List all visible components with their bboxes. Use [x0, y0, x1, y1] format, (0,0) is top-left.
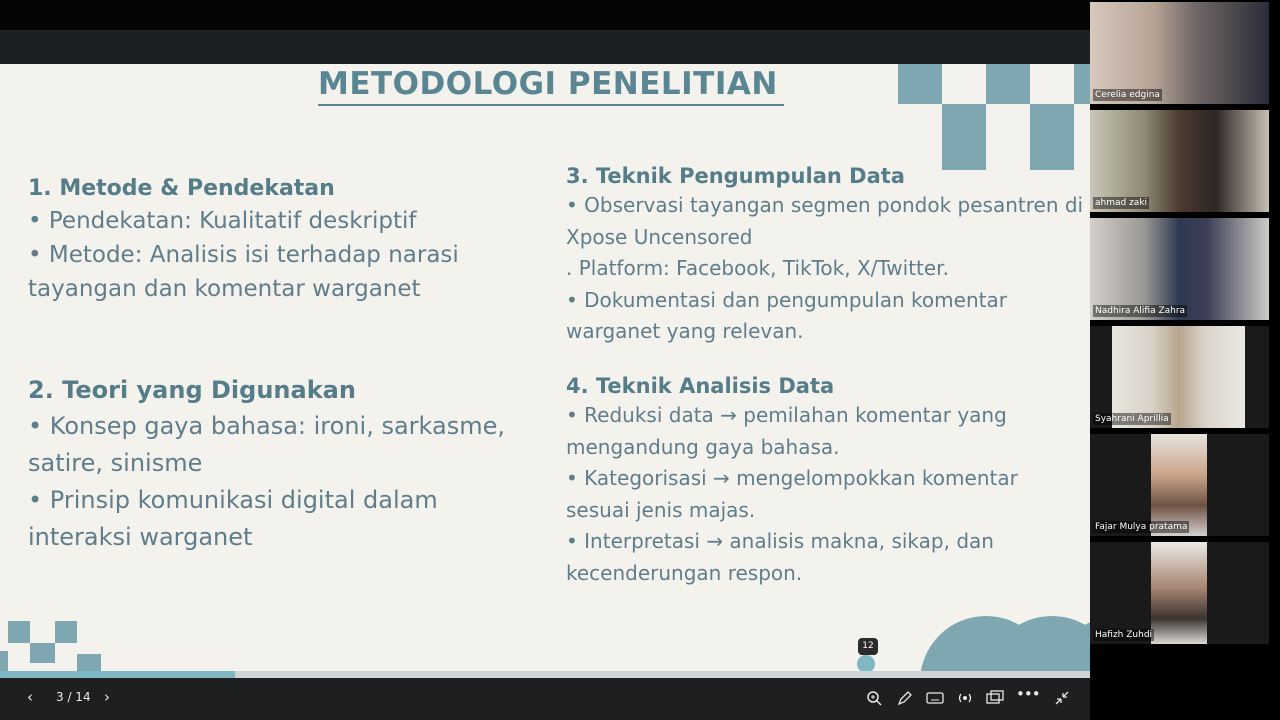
more-options-icon[interactable]: •••: [1016, 685, 1040, 703]
participant-tile[interactable]: [1090, 434, 1269, 536]
section-line: • Pendekatan: Kualitatif deskriptif: [28, 208, 417, 234]
slide-progress-fill: [0, 671, 235, 678]
slide-title: METODOLOGI PENELITIAN: [318, 66, 784, 106]
participant-video: [1151, 542, 1207, 644]
section-line: • Reduksi data → pemilahan komentar yang mengandung gaya bahasa.: [566, 403, 1007, 459]
section-heading: 1. Metode & Pendekatan: [28, 176, 335, 201]
section-line: • Prinsip komunikasi digital dalam interaksi warganet: [28, 486, 438, 551]
section-line: • Dokumentasi dan pengumpulan komentar warganet yang relevan.: [566, 287, 1007, 343]
keyboard-icon[interactable]: [926, 691, 944, 705]
decor-square: [0, 651, 8, 671]
zoom-in-icon[interactable]: [866, 690, 882, 706]
decor-square: [1030, 104, 1074, 170]
decor-square: [8, 621, 30, 643]
chevron-right-icon[interactable]: ›: [104, 688, 110, 706]
chevron-left-icon[interactable]: ‹: [27, 688, 33, 706]
participant-sidebar: [1090, 0, 1280, 720]
broadcast-icon[interactable]: [956, 690, 974, 706]
participant-name: ahmad zaki: [1095, 198, 1148, 208]
slide: [0, 64, 1090, 678]
section-metode: [28, 174, 508, 306]
section-line: • Kategorisasi → mengelompokkan komentar sesuai jenis majas.: [566, 466, 1018, 522]
participant-name: Fajar Mulya pratama: [1095, 522, 1188, 532]
participant-name: Hafizh Zuhdi: [1095, 630, 1153, 640]
section-pengumpulan: [566, 162, 1086, 348]
screens-icon[interactable]: [986, 690, 1004, 706]
section-line: . Platform: Facebook, TikTok, X/Twitter.: [566, 256, 949, 280]
section-heading: 3. Teknik Pengumpulan Data: [566, 164, 905, 188]
decor-square: [898, 64, 942, 104]
slide-progress-bar[interactable]: [0, 671, 1100, 678]
participant-name: Cerelia edgina: [1095, 90, 1160, 100]
section-line: • Metode: Analisis isi terhadap narasi tayangan dan komentar warganet: [28, 242, 459, 302]
decor-square: [986, 64, 1030, 104]
section-heading: 2. Teori yang Digunakan: [28, 376, 356, 404]
decor-square: [30, 643, 55, 663]
exit-fullscreen-icon[interactable]: [1054, 690, 1070, 706]
participant-tile[interactable]: [1090, 326, 1269, 428]
decor-square: [942, 104, 986, 170]
decor-square: [55, 621, 77, 643]
section-heading: 4. Teknik Analisis Data: [566, 374, 835, 398]
section-line: • Interpretasi → analisis makna, sikap, dan kecenderungan respon.: [566, 529, 994, 585]
section-teori: [28, 374, 508, 556]
participant-tile[interactable]: [1090, 2, 1269, 104]
top-bar: [0, 0, 1090, 30]
participant-tile[interactable]: [1090, 218, 1269, 320]
section-analisis: [566, 372, 1086, 589]
pen-icon[interactable]: [897, 690, 913, 706]
participant-name: Nadhira Alifia Zahra: [1095, 306, 1186, 316]
presentation-controls: [0, 678, 1100, 720]
participant-tile[interactable]: [1090, 110, 1269, 212]
presentation-header-bar: [0, 30, 1090, 64]
participant-name: Syahrani Aprillia: [1095, 414, 1169, 424]
section-line: • Konsep gaya bahasa: ironi, sarkasme, satire, sinisme: [28, 412, 505, 477]
slide-badge: 12: [858, 638, 878, 655]
slide-counter: 3 / 14: [56, 690, 91, 704]
participant-tile[interactable]: [1090, 542, 1269, 644]
section-line: • Observasi tayangan segmen pondok pesantren di Xpose Uncensored: [566, 193, 1084, 249]
decor-square: [1074, 64, 1090, 104]
